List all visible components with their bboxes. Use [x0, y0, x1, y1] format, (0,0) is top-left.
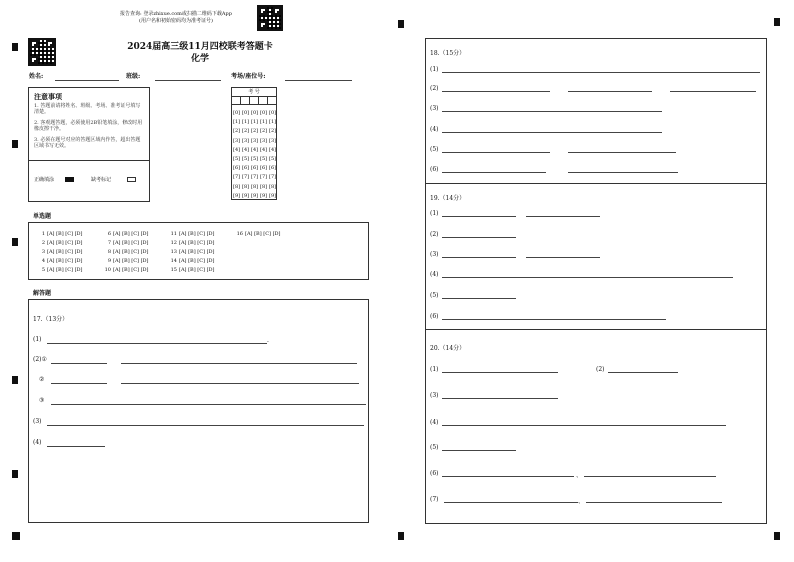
- question-17-title: 17.（13分）: [33, 316, 69, 323]
- exam-digit-bubble[interactable]: [7]: [233, 174, 241, 181]
- q20-label: (7): [430, 496, 439, 503]
- correct-fill-label: 正确填涂: [34, 177, 55, 183]
- q19-label: (1): [430, 210, 439, 217]
- exam-digit-bubble[interactable]: [6]: [260, 165, 268, 172]
- notice-title: 注意事项: [34, 92, 62, 101]
- mcq-options[interactable]: [A] [B] [C] [D]: [179, 240, 215, 246]
- question-19-box: [425, 183, 767, 330]
- exam-digit-bubble[interactable]: [2]: [251, 128, 259, 135]
- alignment-mark: [12, 532, 20, 540]
- exam-digit-bubble[interactable]: [7]: [269, 174, 277, 181]
- q20-part6-answer-b[interactable]: [584, 476, 716, 477]
- exam-digit-bubble[interactable]: [9]: [251, 192, 259, 199]
- mcq-question-number: 11: [170, 231, 177, 237]
- exam-digit-bubble[interactable]: [0]: [251, 110, 259, 116]
- mcq-question-number: 13: [170, 249, 177, 255]
- q18-label: (5): [430, 146, 439, 153]
- q18-part5-answer-b[interactable]: [568, 152, 676, 153]
- report-query-text: 报告查询: 登录zhixue.com或扫描二维码下载App: [120, 11, 232, 17]
- q19-part1-answer-b[interactable]: [526, 216, 600, 217]
- q20-separator: 、: [578, 498, 585, 505]
- exam-digit-bubble[interactable]: [4]: [233, 146, 241, 153]
- notice-box: [28, 87, 150, 202]
- q20-label: (5): [430, 444, 439, 451]
- exam-digit-bubble[interactable]: [0]: [242, 110, 250, 116]
- exam-digit-bubble[interactable]: [9]: [233, 192, 241, 199]
- q18-part4-answer[interactable]: [442, 132, 662, 133]
- exam-digit-bubble[interactable]: [8]: [242, 183, 250, 190]
- class-label: 班级:: [126, 73, 141, 80]
- q17-part2-label: (2)①: [33, 356, 47, 363]
- exam-digit-bubble[interactable]: [2]: [242, 128, 250, 135]
- alignment-mark: [12, 140, 18, 148]
- q17-part3-label: (3): [33, 418, 42, 425]
- question-20-title: 20.（14分）: [430, 345, 466, 352]
- exam-digit-bubble[interactable]: [3]: [260, 137, 268, 144]
- mcq-question-number: 9: [107, 258, 111, 264]
- mcq-options[interactable]: [A] [B] [C] [D]: [47, 249, 83, 255]
- q20-part5-answer[interactable]: [442, 450, 516, 451]
- filled-mark-icon: [65, 177, 74, 182]
- alignment-mark: [12, 470, 18, 478]
- mcq-options[interactable]: [A] [B] [C] [D]: [113, 258, 149, 264]
- q19-part4-answer[interactable]: [442, 277, 733, 278]
- q18-part6-answer-a[interactable]: [442, 172, 546, 173]
- exam-digit-bubble[interactable]: [0]: [269, 110, 277, 116]
- mcq-options[interactable]: [A] [B] [C] [D]: [113, 231, 149, 237]
- q19-part3-answer-a[interactable]: [442, 257, 516, 258]
- exam-digit-bubble[interactable]: [7]: [260, 174, 268, 181]
- exam-digit-bubble[interactable]: [8]: [251, 183, 259, 190]
- q19-label: (3): [430, 251, 439, 258]
- q20-part6-answer-a[interactable]: [442, 476, 574, 477]
- q20-label: (3): [430, 392, 439, 399]
- q18-label: (1): [430, 66, 439, 73]
- mcq-options[interactable]: [A] [B] [C] [D]: [47, 258, 83, 264]
- alignment-mark: [12, 43, 18, 51]
- question-19-title: 19.（14分）: [430, 195, 466, 202]
- mcq-question-number: 16: [236, 231, 243, 237]
- qr-code-icon: [257, 5, 283, 31]
- exam-digit-bubble[interactable]: [4]: [242, 146, 250, 153]
- alignment-mark: [398, 532, 404, 540]
- q18-label: (2): [430, 85, 439, 92]
- alignment-mark: [12, 376, 18, 384]
- exam-digit-bubble[interactable]: [2]: [269, 128, 277, 135]
- mcq-question-number: 6: [107, 231, 111, 237]
- notice-item: 3. 必须在题号对应的答题区域内作答，超出答题区域书写无效。: [34, 137, 141, 149]
- q20-label: (1): [430, 366, 439, 373]
- q18-label: (3): [430, 105, 439, 112]
- q19-part6-answer[interactable]: [442, 319, 666, 320]
- q18-part2-answer-a[interactable]: [442, 91, 550, 92]
- mcq-options[interactable]: [A] [B] [C] [D]: [179, 231, 215, 237]
- mcq-question-number: 4: [41, 258, 45, 264]
- mcq-question-number: 14: [170, 258, 177, 264]
- exam-digit-bubble[interactable]: [6]: [233, 165, 241, 172]
- q17-part1-answer[interactable]: [47, 343, 267, 344]
- q17-part2-sub2-label: ②: [39, 376, 45, 383]
- exam-digit-bubble[interactable]: [9]: [242, 192, 250, 199]
- mcq-question-number: 7: [107, 240, 111, 246]
- mcq-options[interactable]: [A] [B] [C] [D]: [245, 231, 281, 237]
- q17-part1-label: (1): [33, 336, 42, 343]
- mcq-options[interactable]: [A] [B] [C] [D]: [113, 267, 149, 273]
- exam-number-label: 考 号: [248, 89, 260, 95]
- exam-digit-bubble[interactable]: [1]: [251, 119, 259, 126]
- q18-part2-answer-c[interactable]: [670, 91, 756, 92]
- exam-digit-bubble[interactable]: [2]: [233, 128, 241, 135]
- exam-digit-bubble[interactable]: [4]: [260, 146, 268, 153]
- exam-digit-bubble[interactable]: [4]: [251, 146, 259, 153]
- notice-item: 2. 客观题答题，必须使用2B铅笔填涂，修改时用橡皮擦干净。: [34, 120, 143, 132]
- exam-digit-bubble[interactable]: [5]: [233, 156, 241, 162]
- q17-part2-answer-b[interactable]: [121, 363, 357, 364]
- q17-part2-sub3-label: ③: [39, 397, 45, 404]
- mcq-options[interactable]: [A] [B] [C] [D]: [179, 258, 215, 264]
- mcq-question-number: 3: [41, 249, 45, 255]
- subject-title: 化学: [190, 54, 209, 64]
- q17-part2-sub2-answer-b[interactable]: [121, 383, 359, 384]
- q19-part2-answer[interactable]: [442, 237, 516, 238]
- q19-part5-answer[interactable]: [442, 298, 516, 299]
- missing-exam-checkbox[interactable]: [127, 177, 136, 182]
- exam-digit-bubble[interactable]: [6]: [269, 165, 277, 172]
- exam-digit-bubble[interactable]: [3]: [269, 137, 277, 144]
- q20-part7-answer-a[interactable]: [444, 502, 578, 503]
- q20-part7-answer-b[interactable]: [586, 502, 722, 503]
- q17-part4-label: (4): [33, 439, 42, 446]
- free-response-title: 解答题: [33, 290, 52, 297]
- mcq-options[interactable]: [A] [B] [C] [D]: [47, 267, 83, 273]
- q17-part2-sub3-answer[interactable]: [51, 404, 366, 405]
- exam-digit-bubble[interactable]: [5]: [269, 156, 277, 162]
- mcq-section-title: 单选题: [33, 213, 52, 220]
- mcq-question-number: 10: [104, 267, 111, 273]
- class-field[interactable]: [155, 80, 221, 81]
- q18-part5-answer-a[interactable]: [442, 152, 550, 153]
- q17-part2-answer-a[interactable]: [51, 363, 107, 364]
- question-18-box: [425, 38, 767, 184]
- exam-digit-bubble[interactable]: [4]: [269, 146, 277, 153]
- q20-part2-answer[interactable]: [608, 372, 678, 373]
- exam-digit-bubble[interactable]: [0]: [260, 110, 268, 116]
- mcq-options[interactable]: [A] [B] [C] [D]: [179, 249, 215, 255]
- q18-label: (4): [430, 126, 439, 133]
- q17-part1-period: .: [267, 337, 269, 344]
- mcq-question-number: 15: [170, 267, 177, 273]
- q17-part2-sub2-answer-a[interactable]: [51, 383, 107, 384]
- exam-digit-bubble[interactable]: [8]: [260, 183, 268, 190]
- q18-part2-answer-b[interactable]: [568, 91, 652, 92]
- question-20-box: [425, 329, 767, 524]
- exam-digit-bubble[interactable]: [6]: [242, 165, 250, 172]
- q20-label: (4): [430, 419, 439, 426]
- q20-part4-answer[interactable]: [442, 425, 726, 426]
- exam-digit-bubble[interactable]: [8]: [269, 183, 277, 190]
- q20-part1-answer[interactable]: [442, 372, 558, 373]
- exam-digit-bubble[interactable]: [1]: [269, 119, 277, 126]
- q17-part4-answer[interactable]: [47, 446, 105, 447]
- exam-digit-bubble[interactable]: [7]: [242, 174, 250, 181]
- exam-room-label: 考场/座位号:: [231, 73, 266, 80]
- question-17-box: [28, 299, 369, 523]
- q19-label: (4): [430, 271, 439, 278]
- mcq-question-number: 12: [170, 240, 177, 246]
- exam-digit-bubble[interactable]: [1]: [242, 119, 250, 126]
- q18-part1-answer[interactable]: [442, 72, 760, 73]
- q19-label: (6): [430, 313, 439, 320]
- mcq-question-number: 2: [41, 240, 45, 246]
- q19-label: (5): [430, 292, 439, 299]
- exam-digit-bubble[interactable]: [9]: [269, 192, 277, 199]
- exam-digit-bubble[interactable]: [7]: [251, 174, 259, 181]
- alignment-mark: [774, 532, 780, 540]
- exam-digit-bubble[interactable]: [5]: [251, 156, 259, 162]
- mcq-options[interactable]: [A] [B] [C] [D]: [47, 240, 83, 246]
- q20-label: (6): [430, 470, 439, 477]
- alignment-mark: [774, 18, 780, 26]
- page-title: 2024届高三级11月四校联考答题卡: [127, 42, 273, 52]
- name-label: 姓名:: [29, 73, 44, 80]
- mcq-options[interactable]: [A] [B] [C] [D]: [179, 267, 215, 273]
- mcq-options[interactable]: [A] [B] [C] [D]: [47, 231, 83, 237]
- mcq-options[interactable]: [A] [B] [C] [D]: [113, 249, 149, 255]
- q18-label: (6): [430, 166, 439, 173]
- exam-digit-bubble[interactable]: [6]: [251, 165, 259, 172]
- exam-digit-bubble[interactable]: [8]: [233, 183, 241, 190]
- q20-separator: 、: [576, 472, 583, 479]
- mcq-answer-box: [28, 222, 369, 280]
- name-field[interactable]: [55, 80, 119, 81]
- mcq-options[interactable]: [A] [B] [C] [D]: [113, 240, 149, 246]
- exam-room-field[interactable]: [285, 80, 352, 81]
- mcq-question-number: 1: [41, 231, 45, 237]
- exam-digit-bubble[interactable]: [1]: [260, 119, 268, 126]
- exam-digit-bubble[interactable]: [3]: [251, 137, 259, 144]
- exam-digit-bubble[interactable]: [3]: [242, 137, 250, 144]
- exam-digit-bubble[interactable]: [5]: [242, 156, 250, 162]
- alignment-mark: [12, 238, 18, 246]
- exam-digit-bubble[interactable]: [3]: [233, 137, 241, 144]
- q18-part6-answer-b[interactable]: [568, 172, 678, 173]
- student-qr-code-icon: [28, 38, 56, 66]
- question-18-title: 18.（15分）: [430, 50, 466, 57]
- q19-label: (2): [430, 231, 439, 238]
- q18-part3-answer[interactable]: [442, 111, 662, 112]
- exam-digit-bubble[interactable]: [5]: [260, 156, 268, 162]
- mcq-question-number: 5: [41, 267, 45, 273]
- exam-digit-bubble[interactable]: [0]: [233, 110, 241, 116]
- q17-part3-answer[interactable]: [47, 425, 364, 426]
- exam-digit-bubble[interactable]: [1]: [233, 119, 241, 126]
- exam-digit-bubble[interactable]: [9]: [260, 192, 268, 199]
- report-query-note: (用户名和初始密码均为准考证号): [139, 18, 213, 24]
- exam-number-grid: [231, 87, 277, 200]
- alignment-mark: [398, 20, 404, 28]
- q20-part3-answer[interactable]: [442, 398, 558, 399]
- exam-digit-bubble[interactable]: [2]: [260, 128, 268, 135]
- mcq-question-number: 8: [107, 249, 111, 255]
- missing-mark-label: 缺考标记: [91, 177, 112, 183]
- notice-item: 1. 答题前请将姓名、班级、考场、准考证号填写清楚。: [34, 103, 141, 115]
- q19-part1-answer-a[interactable]: [442, 216, 516, 217]
- q19-part3-answer-b[interactable]: [526, 257, 600, 258]
- q20-label: (2): [596, 366, 605, 373]
